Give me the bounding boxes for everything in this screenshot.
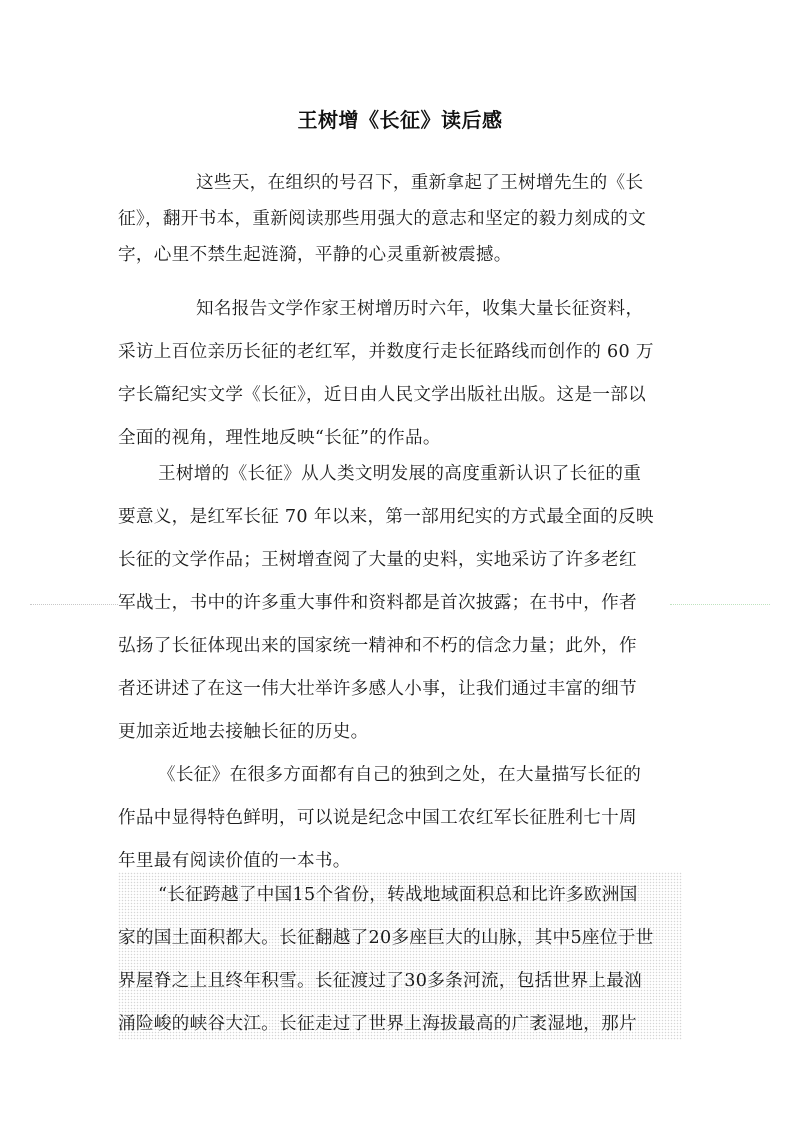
paragraph-line: 全面的视角，理性地反映“长征”的作品。 <box>118 428 441 448</box>
paragraph-line: 军战士，书中的许多重大事件和资料都是首次披露；在书中，作者 <box>118 593 637 613</box>
paragraph-line: 界屋脊之上且终年积雪。长征渡过了30多条河流，包括世界上最汹 <box>118 971 643 991</box>
paragraph-line: 《长征》在很多方面都有自己的独到之处，在大量描写长征的 <box>158 765 642 785</box>
paragraph-line: 长征的文学作品；王树增查阅了大量的史料，实地采访了许多老红 <box>118 550 637 570</box>
paragraph-line: 涌险峻的峡谷大江。长征走过了世界上海拔最高的广袤湿地，那片 <box>118 1014 637 1034</box>
paragraph-line: 知名报告文学作家王树增历时六年，收集大量长征资料， <box>196 299 644 319</box>
paragraph-line: 采访上百位亲历长征的老红军，并数度行走长征路线而创作的 60 万 <box>118 342 654 362</box>
paragraph-line: 字，心里不禁生起涟漪，平静的心灵重新被震撼。 <box>118 245 512 265</box>
paragraph-line: “长征跨越了中国15个省份，转战地域面积总和比许多欧洲国 <box>158 885 638 905</box>
paragraph-line: 要意义，是红军长征 70 年以来，第一部用纪实的方式最全面的反映 <box>118 507 654 527</box>
paragraph-line: 家的国土面积都大。长征翻越了20多座巨大的山脉，其中5座位于世 <box>118 928 654 948</box>
paragraph-line: 更加亲近地去接触长征的历史。 <box>118 722 369 742</box>
dotted-rule-right <box>670 604 770 605</box>
paragraph-line: 作品中显得特色鲜明，可以说是纪念中国工农红军长征胜利七十周 <box>118 808 637 828</box>
paragraph-line: 年里最有阅读价值的一本书。 <box>118 851 351 871</box>
paragraph-line: 这些天，在组织的号召下，重新拿起了王树增先生的《长 <box>196 173 644 193</box>
paragraph-line: 征》，翻开书本，重新阅读那些用强大的意志和坚定的毅力刻成的文 <box>118 209 647 229</box>
paragraph-line: 字长篇纪实文学《长征》，近日由人民文学出版社出版。这是一部以 <box>118 385 647 405</box>
paragraph-line: 者还讲述了在这一伟大壮举许多感人小事，让我们通过丰富的细节 <box>118 679 637 699</box>
paragraph-line: 王树增的《长征》从人类文明发展的高度重新认识了长征的重 <box>158 464 642 484</box>
dotted-rule-left <box>30 604 118 605</box>
document-title: 王树增《长征》读后感 <box>297 108 503 132</box>
paragraph-line: 弘扬了长征体现出来的国家统一精神和不朽的信念力量；此外，作 <box>118 636 637 656</box>
